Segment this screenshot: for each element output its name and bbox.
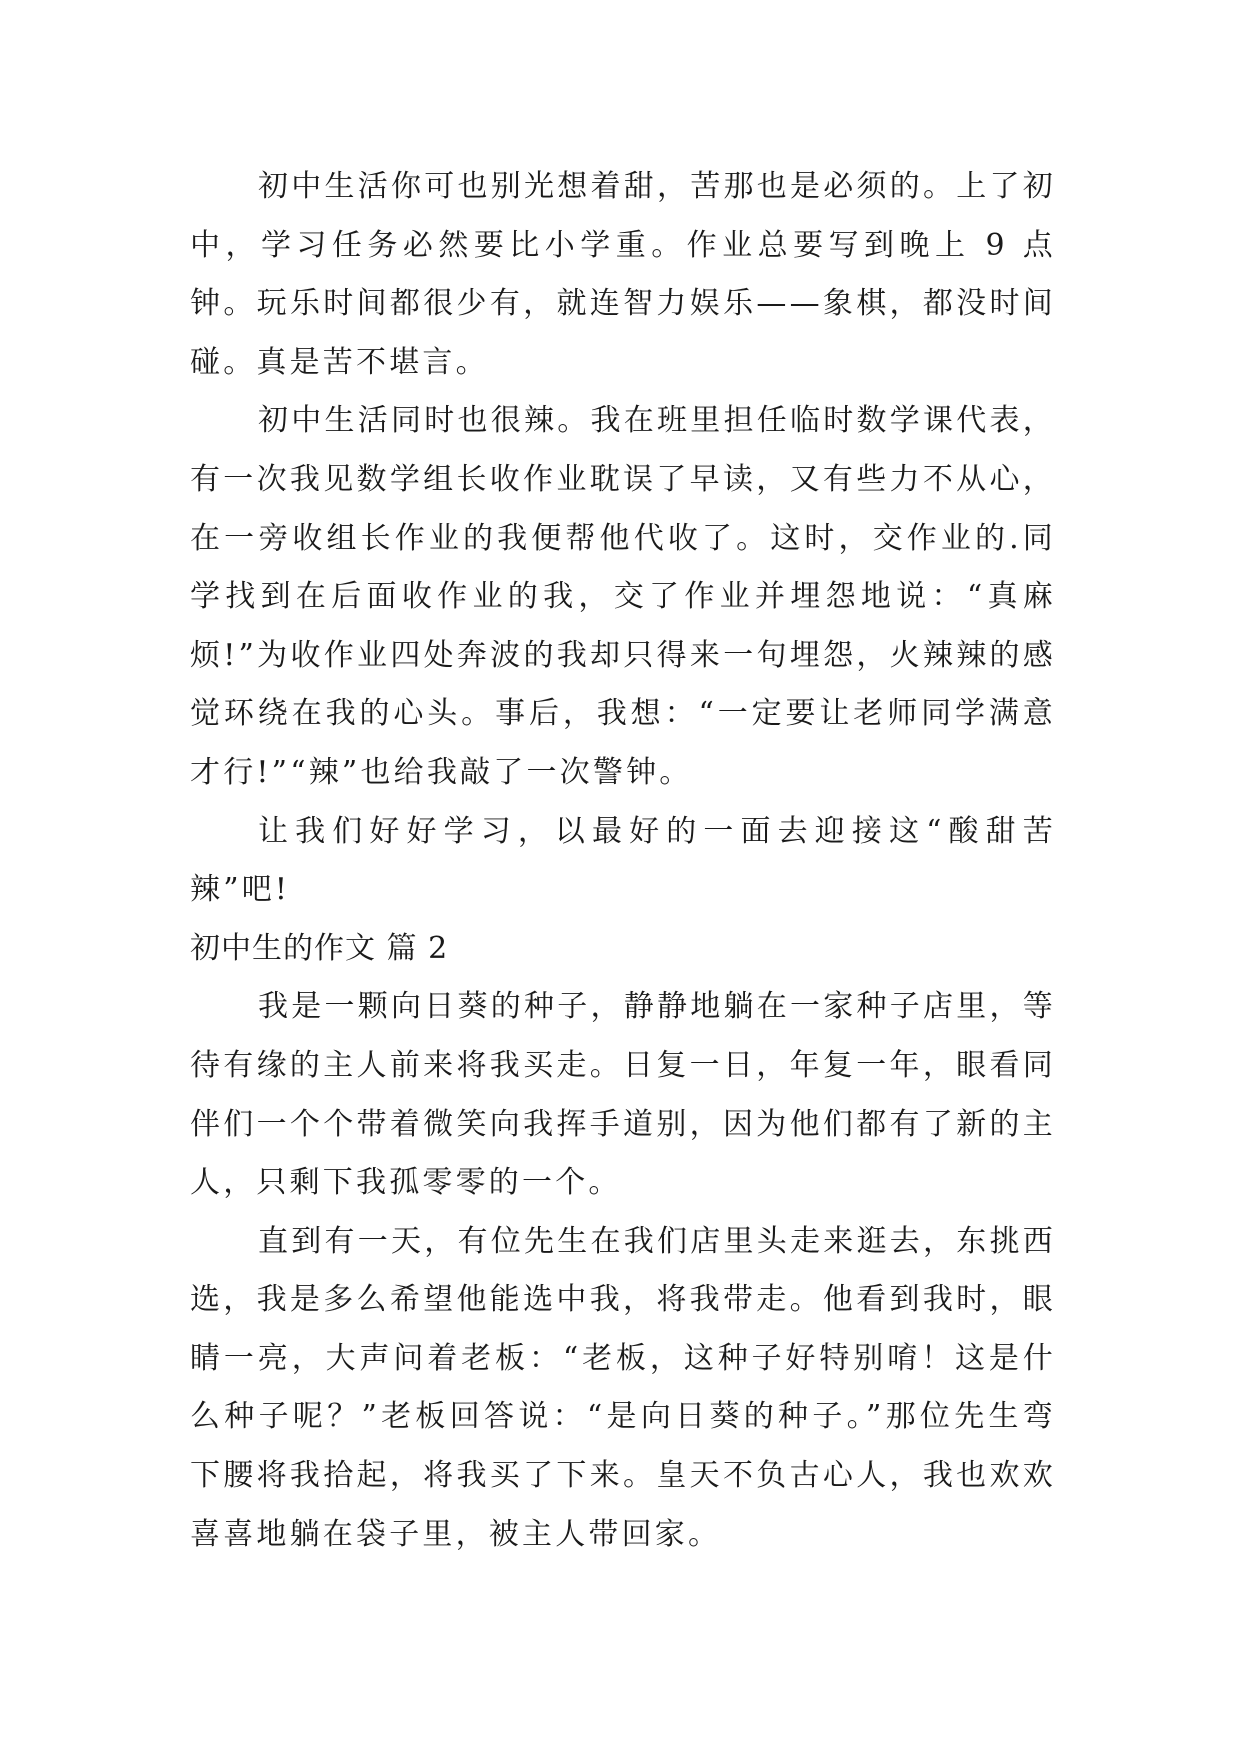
- paragraph-bought: 直到有一天，有位先生在我们店里头走来逛去，东挑西选，我是多么希望他能选中我，将我带走。他看到我时，眼睛一亮，大声问着老板：“老板，这种子好特别唷！这是什么种子呢？”老板回答说：“是向日葵的种子。”那位先生弯下腰将我拾起，将我买了下来。皇天不负古心人，我也欢欢喜喜地躺在袋子里，被主人带回家。: [190, 1223, 1056, 1552]
- paragraph-spiciness: 初中生活同时也很辣。我在班里担任临时数学课代表，有一次我见数学组长收作业耽误了早读，又有些力不从心，在一旁收组长作业的我便帮他代收了。这时，交作业的.同学找到在后面收作业的我，交了作业并埋怨地说：“真麻烦!”为收作业四处奔波的我却只得来一句埋怨，火辣辣的感觉环绕在我的心头。事后，我想：“一定要让老师同学满意才行!”“辣”也给我敲了一次警钟。: [190, 403, 1056, 790]
- paragraph-bitterness: 初中生活你可也别光想着甜，苦那也是必须的。上了初中，学习任务必然要比小学重。作业总要写到晚上 9 点钟。玩乐时间都很少有，就连智力娱乐——象棋，都没时间碰。真是苦不堪言。: [190, 169, 1056, 380]
- section-heading: 初中生的作文 篇 2: [190, 930, 449, 966]
- paragraph-sunflower-seed: 我是一颗向日葵的种子，静静地躺在一家种子店里，等待有缘的主人前来将我买走。日复一日，年复一年，眼看同伴们一个个带着微笑向我挥手道别，因为他们都有了新的主人，只剩下我孤零零的一个。: [190, 989, 1056, 1201]
- document-body: [190, 158, 1056, 1564]
- paragraph-conclusion: 让我们好好学习，以最好的一面去迎接这“酸甜苦辣”吧!: [190, 813, 1056, 908]
